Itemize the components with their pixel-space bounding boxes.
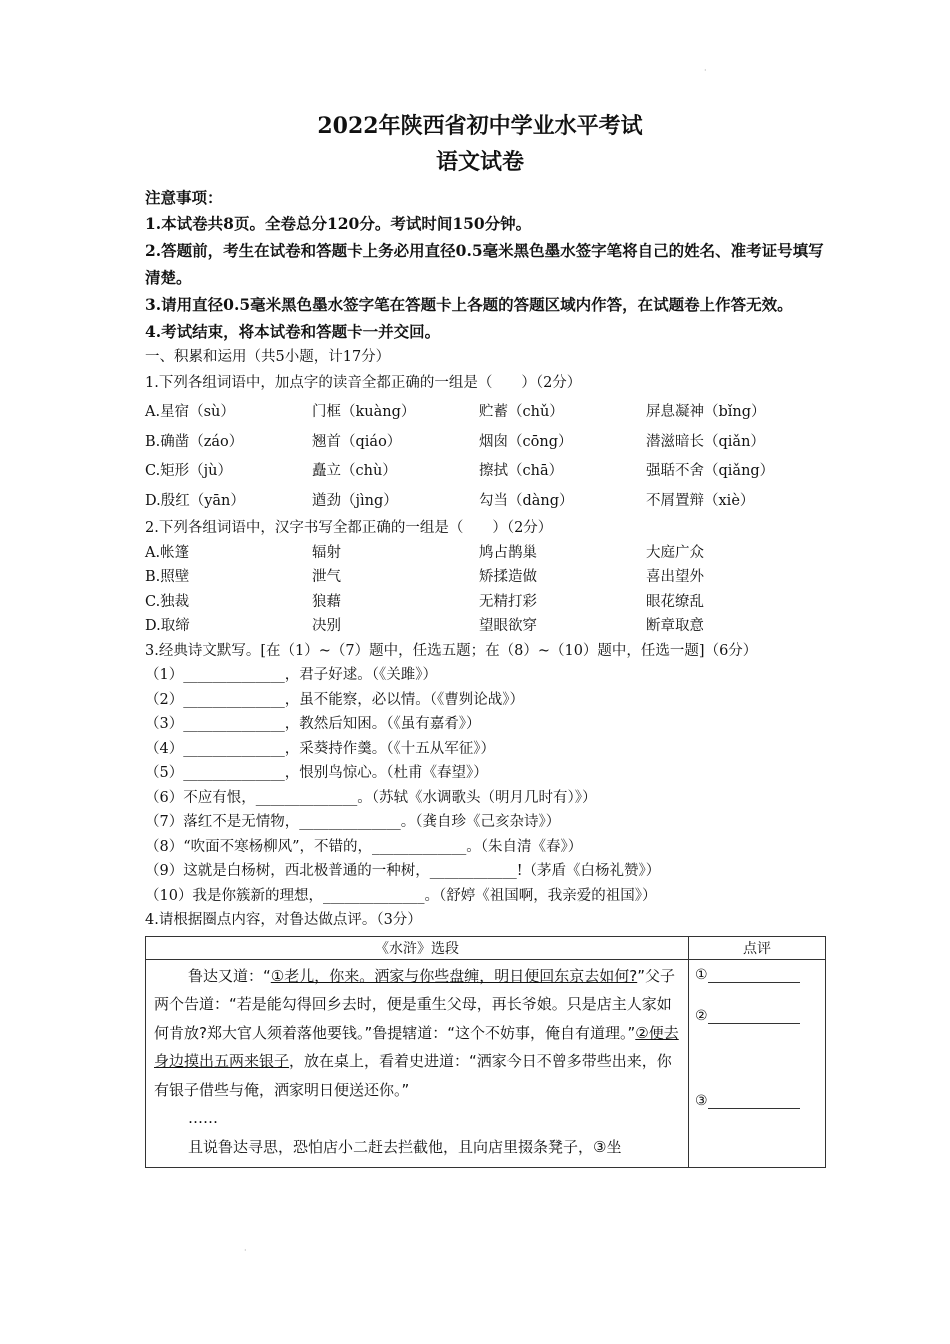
exam-title: 2022年陕西省初中学业水平考试 xyxy=(317,113,643,139)
comment-number: ① xyxy=(695,966,708,983)
exam-page xyxy=(145,110,825,1168)
comment-number: ③ xyxy=(695,1092,708,1109)
comment-cell xyxy=(689,959,826,1168)
option-cell: 泄气 xyxy=(312,569,341,585)
option-cell: 强聒不舍（qiǎng） xyxy=(646,463,775,479)
comment-line-2 xyxy=(695,1007,819,1024)
option-cell: C.矩形（jù） xyxy=(145,463,233,479)
question-4-stem: 4.请根据圈点内容，对鲁达做点评。（3分） xyxy=(145,912,422,928)
comment-number: ② xyxy=(695,1007,708,1024)
recitation-item: （1）______________，君子好逑。（《关雎》） xyxy=(145,667,437,683)
marked-passage-2: ②便去身边摸出五两来银子 xyxy=(154,1023,679,1070)
option-cell: 鸠占鹊巢 xyxy=(479,544,537,561)
option-row xyxy=(145,614,825,639)
question-1-stem: 1.下列各组词语中，加点字的读音全都正确的一组是（ ）（2分） xyxy=(145,375,582,391)
option-row xyxy=(145,565,825,590)
option-cell: B.确凿（záo） xyxy=(145,433,244,450)
option-cell: 无精打彩 xyxy=(479,593,537,610)
passage-cell xyxy=(146,959,689,1168)
recitation-item: （2）______________，虽不能察，必以情。（《曹刿论战》） xyxy=(145,691,524,708)
comment-blank[interactable] xyxy=(708,966,800,983)
passage-text: 鲁达又道：“ xyxy=(188,966,271,985)
option-cell: 门框（kuàng） xyxy=(312,404,416,420)
option-cell: 辐射 xyxy=(312,544,341,561)
notice-item: 4.考试结束，将本试卷和答题卡一并交回。 xyxy=(145,322,441,341)
comment-line-3 xyxy=(695,1092,819,1109)
option-row xyxy=(145,457,825,487)
passage-ellipsis: …… xyxy=(188,1109,218,1127)
option-row xyxy=(145,541,825,566)
marked-passage-1: ①老儿，你来。洒家与你些盘缠，明日便回东京去如何? xyxy=(270,966,638,985)
recitation-item: （7）落红不是无情物，______________。（龚自珍《己亥杂诗》） xyxy=(145,814,561,830)
option-row xyxy=(145,398,825,428)
option-cell: 潜滋暗长（qiǎn） xyxy=(646,433,765,450)
notice-heading: 注意事项： xyxy=(145,188,223,207)
option-cell: A.星宿（sù） xyxy=(145,404,235,420)
option-cell: 喜出望外 xyxy=(646,569,704,585)
question-1-options xyxy=(145,398,825,516)
passage-paragraph xyxy=(154,962,682,1105)
option-row xyxy=(145,590,825,615)
option-cell: A.帐篷 xyxy=(145,544,190,561)
question-2-options xyxy=(145,541,825,639)
option-cell: 大庭广众 xyxy=(646,544,704,561)
notice-item: 1.本试卷共8页。全卷总分120分。考试时间150分钟。 xyxy=(145,214,532,233)
passage-text: ，放在桌上，看着史进道：“洒家今日不曾多带些出来，你有银子借些与俺，洒家明日便送还你。” xyxy=(154,1052,672,1099)
comment-line-1 xyxy=(695,966,819,983)
option-cell: 矗立（chù） xyxy=(312,463,397,479)
section-title: 一、积累和运用（共5小题，计17分） xyxy=(145,349,391,365)
option-cell: 矫揉造做 xyxy=(479,569,537,585)
scan-dot: · xyxy=(244,1246,247,1255)
option-cell: 遒劲（jìng） xyxy=(312,492,398,509)
recitation-item: （6）不应有恨，______________。（苏轼《水调歌头（明月几时有）》） xyxy=(145,789,597,806)
review-table xyxy=(145,936,826,1169)
notice-item: 2.答题前，考生在试卷和答题卡上务必用直径0.5毫米黑色墨水签字笔将自己的姓名、准考证号填写清楚。 xyxy=(145,241,824,287)
notice-item: 3.请用直径0.5毫米黑色墨水签字笔在答题卡上各题的答题区域内作答，在试题卷上作答无效。 xyxy=(145,295,793,314)
question-3-items xyxy=(145,663,825,908)
option-cell: D.殷红（yān） xyxy=(145,492,245,509)
table-header-row xyxy=(146,936,826,959)
option-cell: 屏息凝神（bǐng） xyxy=(646,404,766,420)
recitation-item: （10）我是你簇新的理想，______________。（舒婷《祖国啊，我亲爱的祖国》） xyxy=(145,887,657,904)
comment-blank[interactable] xyxy=(708,1092,800,1109)
recitation-item: （5）______________，恨别鸟惊心。（杜甫《春望》） xyxy=(145,765,488,781)
option-cell: 翘首（qiáo） xyxy=(312,433,402,450)
option-cell: B.照壁 xyxy=(145,569,190,585)
notice-block xyxy=(145,186,825,345)
option-cell: 擦拭（chā） xyxy=(479,463,564,479)
option-row xyxy=(145,487,825,517)
question-2-stem: 2.下列各组词语中，汉字书写全都正确的一组是（ ）（2分） xyxy=(145,520,553,536)
option-cell: 眼花缭乱 xyxy=(646,593,704,610)
table-row xyxy=(146,959,826,1168)
scan-dot: · xyxy=(704,66,707,75)
option-row xyxy=(145,428,825,458)
comment-column-header: 点评 xyxy=(689,936,826,959)
option-cell: 烟囱（cōng） xyxy=(479,433,573,450)
option-cell: 狼藉 xyxy=(312,593,341,610)
option-cell: D.取缔 xyxy=(145,618,190,634)
passage-column-header: 《水浒》选段 xyxy=(146,936,689,959)
option-cell: C.独裁 xyxy=(145,593,190,610)
exam-subtitle: 语文试卷 xyxy=(435,149,524,175)
comment-blank[interactable] xyxy=(708,1007,800,1024)
passage-paragraph: 且说鲁达寻思，恐怕店小二赶去拦截他，且向店里掇条凳子，③坐 xyxy=(188,1137,622,1156)
option-cell: 勾当（dàng） xyxy=(479,492,574,509)
question-3-stem: 3.经典诗文默写。[在（1）~（7）题中，任选五题；在（8）~（10）题中，任选一题]（6分） xyxy=(145,642,758,659)
recitation-item: （4）______________，采葵持作羹。（《十五从军征》） xyxy=(145,740,495,757)
recitation-item: （8）“吹面不寒杨柳风”，不错的，_____________。（朱自清《春》） xyxy=(145,838,583,855)
option-cell: 断章取意 xyxy=(646,618,704,634)
option-cell: 决别 xyxy=(312,618,341,634)
option-cell: 望眼欲穿 xyxy=(479,618,537,634)
option-cell: 贮蓄（chǔ） xyxy=(479,404,564,420)
passage-text: ”父子两个告道：“若是能勾得回乡去时，便是重生父母，再长爷娘。只是店主人家如何肯放?郑大官人须着落他要钱。”鲁提辖道：“这个不妨事，俺自有道理。” xyxy=(154,966,675,1042)
recitation-item: （9）这就是白杨树，西北极普通的一种树，____________!（茅盾《白杨礼赞》） xyxy=(145,863,661,879)
option-cell: 不屑置辩（xiè） xyxy=(646,492,755,509)
recitation-item: （3）______________，教然后知困。（《虽有嘉肴》） xyxy=(145,716,481,732)
